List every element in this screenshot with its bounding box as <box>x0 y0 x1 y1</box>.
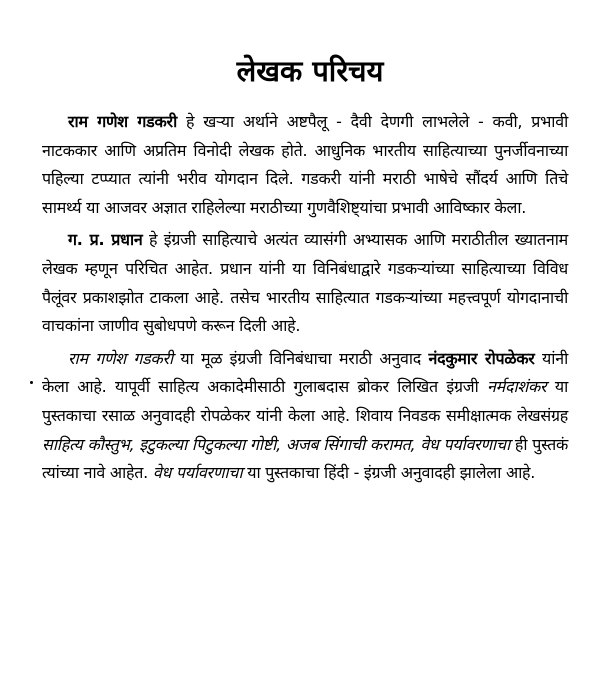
writer-name: ग. प्र. प्रधान <box>68 230 143 250</box>
stray-dot <box>30 381 33 384</box>
author-name: राम गणेश गडकरी <box>68 112 177 131</box>
book-title: वेध पर्यावरणाचा <box>152 463 243 483</box>
paragraph-text: या पुस्तकाचा रसाळ अनुवादही रोपळेकर यांनी केला आहे. शिवाय निवडक समीक्षात्मक लेखसंग्रह <box>42 377 568 425</box>
book-title: नर्मदाशंकर <box>487 377 547 397</box>
paragraph-text: हे खऱ्या अर्थाने अष्टपैलू - दैवी देणगी लाभलेले - कवी, प्रभावी नाटककार आणि अप्रतिम विनोदी लेखक होते. आधुनिक भारतीय साहित्याच्या पुनर्जीवनाच्या पहिल्या टप्प्यात त्यांनी भरीव योगदान दिले. गडकरी यांनी मराठी भाषेचे सौंदर्य आणि तिचे सामर्थ्य या आजवर अज्ञात राहिलेल्या मराठीच्या गुणवैशिष्ट्यांचा प्रभावी आविष्कार केला. <box>42 112 568 217</box>
paragraph-text: हे इंग्रजी साहित्याचे अत्यंत व्यासंगी अभ्यासक आणि मराठीतील ख्यातनाम लेखक म्हणून परिचित आहेत. प्रधान यांनी या विनिबंधाद्वारे गडकऱ्यांच्या साहित्याच्या विविध पैलूंवर प्रकाशझोत टाकला आहे. तसेच भारतीय साहित्यात गडकऱ्यांच्या महत्त्वपूर्ण योगदानाची वाचकांना जाणीव सुबोधपणे करून दिली आहे. <box>42 230 568 336</box>
paragraph-text: यांनी केला आहे. यापूर्वी साहित्य अकादेमीसाठी गुलाबदास ब्रोकर लिखित इंग्रजी <box>42 348 568 397</box>
paragraph-translator <box>42 345 568 488</box>
paragraph-pradhan <box>42 226 568 340</box>
paragraph-text: या पुस्तकाचा हिंदी - इंग्रजी अनुवादही झालेला आहे. <box>242 463 536 483</box>
paragraph-text: ही पुस्तकं त्यांच्या नावे आहेत. <box>42 434 568 483</box>
book-title: राम गणेश गडकरी <box>68 348 173 368</box>
paragraph-text: या मूळ इंग्रजी विनिबंधाचा मराठी अनुवाद <box>172 348 429 368</box>
translator-name: नंदकुमार रोपळेकर <box>428 348 535 368</box>
book-titles: साहित्य कौस्तुभ, इटुकल्या पिटुकल्या गोष्टी, अजब सिंगाची करामत, वेध पर्यावरणाचा <box>42 434 510 454</box>
page-title: लेखक परिचय <box>236 54 384 88</box>
paragraph-gadkari <box>42 108 568 222</box>
